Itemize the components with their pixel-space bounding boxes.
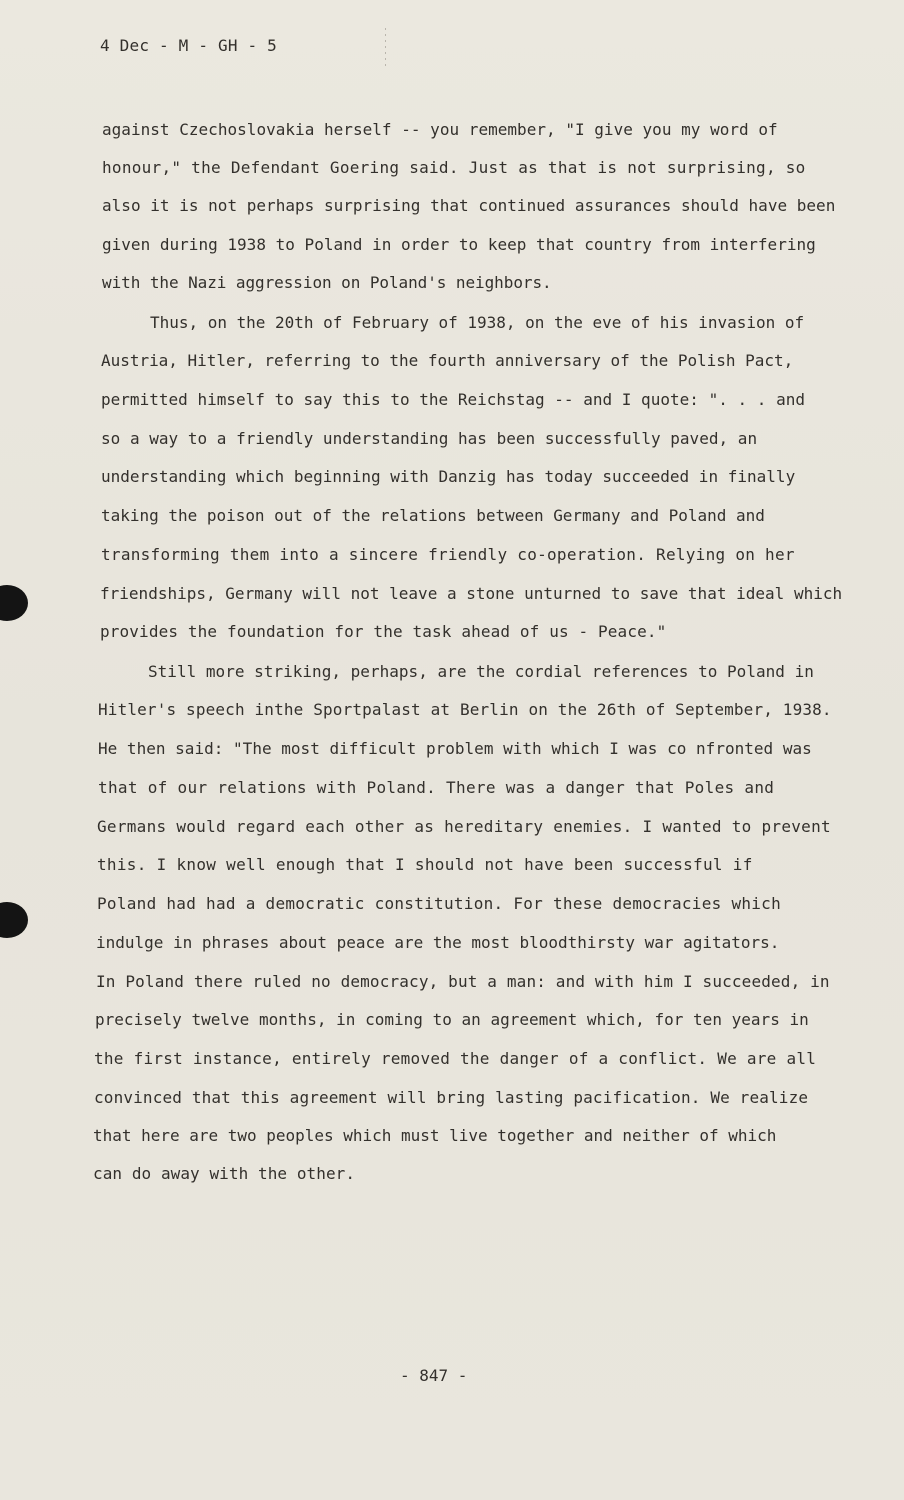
text-line: can do away with the other. xyxy=(93,1164,356,1183)
text-line: honour," the Defendant Goering said. Just as that is not surprising, so xyxy=(102,158,806,177)
text-line: In Poland there ruled no democracy, but a man: and with him I succeeded, in xyxy=(96,972,830,991)
punch-hole xyxy=(0,585,28,621)
page-number: - 847 - xyxy=(400,1366,468,1385)
text-line: convinced that this agreement will bring lasting pacification. We realize xyxy=(94,1088,809,1107)
text-line: taking the poison out of the relations between Germany and Poland and xyxy=(101,506,765,525)
text-line: Hitler's speech inthe Sportpalast at Berlin on the 26th of September, 1938. xyxy=(98,700,832,719)
text-line: provides the foundation for the task ahead of us - Peace." xyxy=(100,622,667,641)
text-line: Thus, on the 20th of February of 1938, on the eve of his invasion of xyxy=(150,313,805,332)
text-line: that of our relations with Poland. There was a danger that Poles and xyxy=(98,778,775,797)
text-line: He then said: "The most difficult problem with which I was co nfronted was xyxy=(98,739,812,758)
text-line: given during 1938 to Poland in order to keep that country from interfering xyxy=(102,235,816,254)
text-line: friendships, Germany will not leave a stone unturned to save that ideal which xyxy=(100,584,843,603)
text-line: against Czechoslovakia herself -- you remember, "I give you my word of xyxy=(102,120,778,139)
text-line: Poland had had a democratic constitution. For these democracies which xyxy=(97,894,782,913)
text-line: with the Nazi aggression on Poland's neighbors. xyxy=(102,273,552,292)
text-line: also it is not perhaps surprising that continued assurances should have been xyxy=(102,196,836,215)
text-line: Germans would regard each other as hereditary enemies. I wanted to prevent xyxy=(97,817,831,836)
text-line: indulge in phrases about peace are the most bloodthirsty war agitators. xyxy=(96,933,780,952)
text-line: permitted himself to say this to the Reichstag -- and I quote: ". . . and xyxy=(101,390,806,409)
text-line: transforming them into a sincere friendly co-operation. Relying on her xyxy=(101,545,795,564)
text-line: that here are two peoples which must live together and neither of which xyxy=(93,1126,777,1145)
text-line: precisely twelve months, in coming to an agreement which, for ten years in xyxy=(95,1010,809,1029)
text-line: so a way to a friendly understanding has been successfully paved, an xyxy=(101,429,758,448)
punch-hole xyxy=(0,902,28,938)
margin-mark xyxy=(385,28,386,68)
page-header: 4 Dec - M - GH - 5 xyxy=(100,36,277,55)
text-line: this. I know well enough that I should not have been successful if xyxy=(97,855,753,874)
text-line: understanding which beginning with Danzig has today succeeded in finally xyxy=(101,467,796,486)
text-line: the first instance, entirely removed the danger of a conflict. We are all xyxy=(94,1049,817,1068)
text-line: Austria, Hitler, referring to the fourth anniversary of the Polish Pact, xyxy=(101,351,794,370)
text-line: Still more striking, perhaps, are the cordial references to Poland in xyxy=(148,662,814,681)
